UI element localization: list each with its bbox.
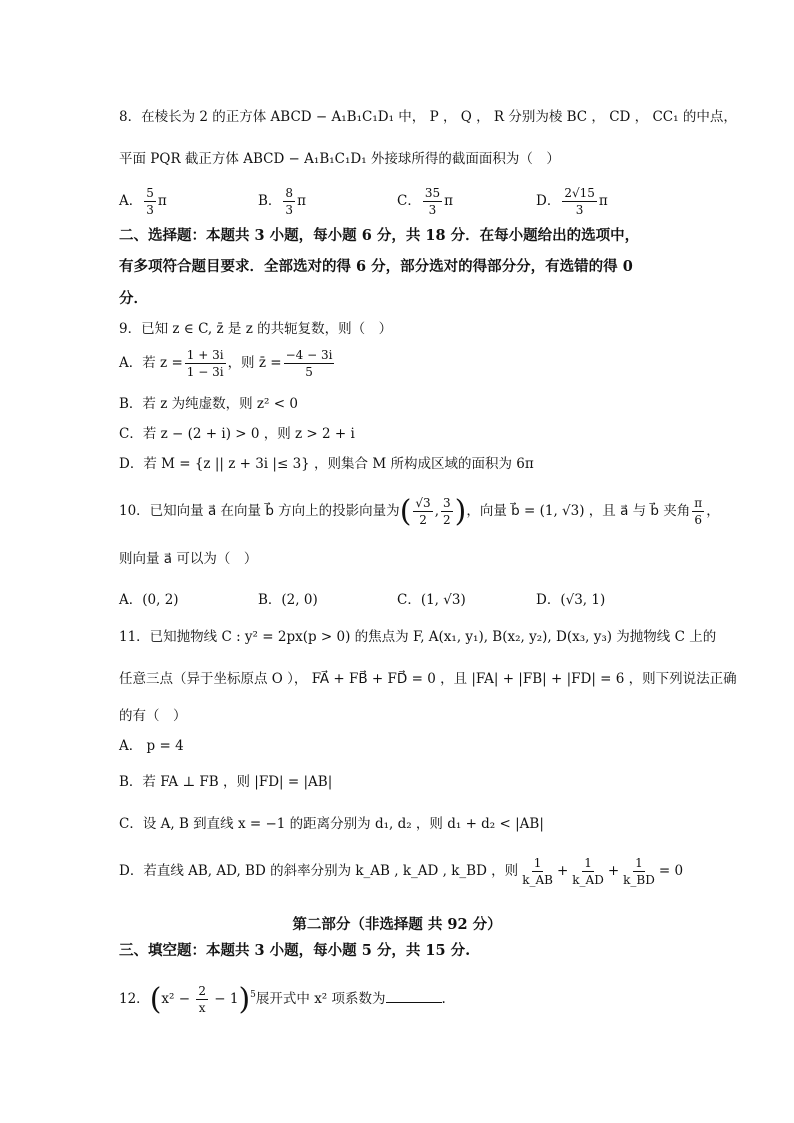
section3-heading: 三、填空题：本题共 3 小题，每小题 5 分，共 15 分. bbox=[119, 942, 471, 959]
q11-option-b: B．若 FA ⊥ FB ，则 |FD| = |AB| bbox=[119, 774, 333, 790]
part2-title: 第二部分（非选择题 共 92 分） bbox=[292, 916, 502, 933]
q11-line2: 任意三点（异于坐标原点 O ）， FA⃗ + FB⃗ + FD⃗ = 0 ，且 |FA| + |FB| + |FD| = 6 ，则下列说法正确 bbox=[119, 671, 737, 687]
q10-option-a: A．(0, 2) bbox=[119, 592, 179, 608]
q11-option-a: A． p = 4 bbox=[119, 738, 184, 754]
section2-line2: 有多项符合题目要求．全部选对的得 6 分，部分选对的得部分分，有选错的得 0 bbox=[119, 258, 633, 275]
q10-option-d: D．(√3, 1) bbox=[536, 592, 606, 608]
q10-line2: 则向量 a⃗ 可以为（ ） bbox=[119, 551, 258, 567]
q8-option-b: B． $\frac{8}{3}$ π bbox=[258, 186, 306, 217]
q10-option-b: B．(2, 0) bbox=[258, 592, 318, 608]
q11-line3: 的有（ ） bbox=[119, 708, 187, 724]
q9-option-b: B．若 z 为纯虚数，则 z² < 0 bbox=[119, 396, 298, 412]
q12-line: 12．(x² − $\frac{2}{x}$ − 1)$^5$展开式中 x² 项系数为 . bbox=[119, 982, 446, 1017]
q11-option-d: D．若直线 AB, AD, BD 的斜率分别为 k_AB , k_AD , k_BD ，则 $\frac{1}{k\_AB}$ + $\frac{1}{k\_AD}$ + $\frac{1}{k\_BD}$ = 0 bbox=[119, 856, 684, 887]
q8-option-c: C． $\frac{35}{3}$ π bbox=[397, 186, 453, 217]
q8-line1: 8．在棱长为 2 的正方体 ABCD − A₁B₁C₁D₁ 中， P ， Q ， R 分别为棱 BC ， CD ， CC₁ 的中点， bbox=[119, 109, 737, 125]
q10-line1: 10．已知向量 a⃗ 在向量 b⃗ 方向上的投影向量为( $\frac{√3}{2}$ , $\frac{3}{2}$ )，向量 b⃗ = (1, √3) ，且 a⃗ 与 b⃗ 夹角 $\frac{\pi}{6}$ ， bbox=[119, 494, 720, 529]
section2-line1: 二、选择题：本题共 3 小题，每小题 6 分，共 18 分．在每小题给出的选项中， bbox=[119, 227, 640, 244]
q10-option-c: C．(1, √3) bbox=[397, 592, 466, 608]
q11-line1: 11．已知抛物线 C : y² = 2px(p > 0) 的焦点为 F, A(x₁, y₁), B(x₂, y₂), D(x₃, y₃) 为抛物线 C 上的 bbox=[119, 629, 717, 645]
q9-option-c: C．若 z − (2 + i) > 0 ，则 z > 2 + i bbox=[119, 426, 355, 442]
q9-option-a: A．若 z = $\frac{1 + 3i}{1 - 3i}$ ，则 z̄ = $\frac{-4 - 3i}{5}$ bbox=[119, 348, 333, 379]
q9-stem: 9．已知 z ∈ C, z̄ 是 z 的共轭复数，则（ ） bbox=[119, 321, 393, 337]
q9-option-d: D．若 M = {z || z + 3i |≤ 3} ，则集合 M 所构成区域的面积为 6π bbox=[119, 456, 534, 472]
q11-option-c: C．设 A, B 到直线 x = −1 的距离分别为 d₁, d₂ ，则 d₁ + d₂ < |AB| bbox=[119, 816, 544, 832]
answer-blank[interactable] bbox=[386, 1002, 442, 1003]
q8-line2: 平面 PQR 截正方体 ABCD − A₁B₁C₁D₁ 外接球所得的截面面积为（ ） bbox=[119, 151, 560, 167]
q8-option-a: A． $\frac{5}{3}$ π bbox=[119, 186, 167, 217]
section2-line3: 分． bbox=[119, 290, 148, 307]
q8-option-d: D． $\frac{2√15}{3}$ π bbox=[536, 186, 608, 217]
